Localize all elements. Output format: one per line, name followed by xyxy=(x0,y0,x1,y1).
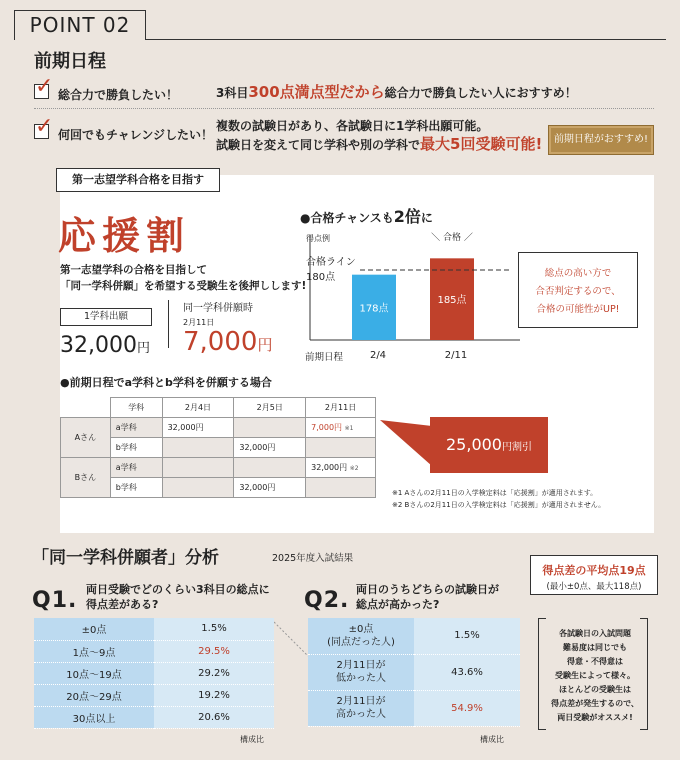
connector-line xyxy=(274,620,308,660)
discount-box: 25,000円割引 xyxy=(430,417,548,473)
tick-label: 2/4 xyxy=(369,350,387,361)
table-row: 2月11日が 高かった人 54.9% xyxy=(308,690,520,726)
panel-text-1: 第一志望学科の合格を目指して xyxy=(60,264,207,276)
q2-table xyxy=(308,618,520,727)
tick-label: 2/11 xyxy=(444,350,468,361)
price-divider xyxy=(168,300,169,348)
check-label-2: 何回でもチャレンジしたい！ xyxy=(58,128,214,142)
bar-label: 185点 xyxy=(437,295,467,307)
table-row: Bさん a学科 32,000円 ※2 xyxy=(61,458,376,478)
avg-box: 得点差の平均点19点 (最小±0点、最大118点) xyxy=(530,555,658,595)
table-row: Aさん a学科 32,000円 7,000円 ※1 xyxy=(61,418,376,438)
table-row: 10点〜19点 29.2% xyxy=(34,662,274,684)
page-title: 前期日程 xyxy=(34,51,106,72)
check-icon: ✓ xyxy=(35,74,54,99)
check-desc-2a: 複数の試験日があり、各試験日に1学科出願可能。 xyxy=(216,119,489,133)
chart-note: 総点の高い方で 合否判定するので、 合格の可能性がUP! xyxy=(518,252,638,328)
panel-tag: 第一志望学科合格を目指す xyxy=(56,168,220,192)
q1-number: Q1. xyxy=(32,588,78,613)
analysis-title: 「同一学科併願者」分析 xyxy=(32,548,219,568)
table-row: b学科 32,000円 xyxy=(61,478,376,498)
table-title: ●前期日程でa学科とb学科を併願する場合 xyxy=(60,376,272,389)
q2-ratio: 構成比 xyxy=(480,735,504,744)
check-desc-1: 3科目300点満点型だから総合力で勝負したい人におすすめ！ xyxy=(216,83,577,101)
check-desc-2b: 試験日を変えて同じ学科や別の学科で最大5回受験可能! xyxy=(216,135,543,153)
check-icon: ✓ xyxy=(35,114,54,139)
table-row: ±0点 1.5% xyxy=(34,618,274,640)
arrow-pointer xyxy=(380,420,432,466)
same-date: 2月11日 xyxy=(183,318,215,327)
pass-label: ＼ 合格 ／ xyxy=(431,233,473,243)
th-d2: 2月5日 xyxy=(234,398,306,418)
ouen-title: 応援割 xyxy=(58,213,191,258)
table-row: b学科 32,000円 xyxy=(61,438,376,458)
q1-text-2: 得点差がある? xyxy=(86,598,159,611)
chart-title: ●合格チャンスも2倍に xyxy=(300,207,433,226)
single-price: 32,000円 xyxy=(60,333,150,358)
divider xyxy=(34,108,654,109)
q1-text-1: 両日受験でどのくらい3科目の総点に xyxy=(86,583,270,596)
table-row: 1点〜9点 29.5% xyxy=(34,640,274,662)
table-row: ±0点 (同点だった人) 1.5% xyxy=(308,618,520,654)
same-label: 同一学科併願時 xyxy=(183,303,253,314)
th-d1: 2月4日 xyxy=(162,398,234,418)
q1-ratio: 構成比 xyxy=(240,735,264,744)
check-label-1: 総合力で勝負したい！ xyxy=(58,88,179,102)
th-d3: 2月11日 xyxy=(306,398,376,418)
advice-text: 各試験日の入試問題 難易度は同じでも 得意・不得意は 受験生によって様々。 ほとんどの受験生は 得点差が発生するので、 両日受験がオススメ! xyxy=(551,629,639,722)
q1-table xyxy=(34,618,274,729)
same-price: 7,000円 xyxy=(183,327,273,357)
chart-xlabel: 前期日程 xyxy=(305,352,344,363)
point-label: POINT 02 xyxy=(29,13,131,37)
th-dept: 学科 xyxy=(110,398,162,418)
single-label: 1学科出願 xyxy=(60,308,152,326)
chart-ylabel: 得点例 xyxy=(306,234,330,243)
bar-chart xyxy=(300,225,530,365)
panel-text-2: 「同一学科併願」を希望する受験生を後押しします! xyxy=(60,280,307,292)
pass-line-value: 180点 xyxy=(306,272,336,283)
table-row: 20点〜29点 19.2% xyxy=(34,684,274,706)
fee-table xyxy=(60,397,376,498)
table-note-1: ※1 Aさんの2月11日の入学検定料は「応援割」が適用されます。 xyxy=(392,489,598,497)
analysis-subtitle: 2025年度入試結果 xyxy=(272,553,354,564)
table-row: 30点以上 20.6% xyxy=(34,706,274,728)
table-note-2: ※2 Bさんの2月11日の入学検定料は「応援割」が適用されません。 xyxy=(392,501,606,509)
q2-text-2: 総点が高かった? xyxy=(356,598,440,611)
header-rule xyxy=(146,39,666,40)
bar-label: 178点 xyxy=(359,303,389,315)
q2-number: Q2. xyxy=(304,588,350,613)
recommend-badge: 前期日程がおすすめ! xyxy=(548,125,654,155)
pass-line-label: 合格ライン xyxy=(306,257,356,268)
q2-text-1: 両日のうちどちらの試験日が xyxy=(356,583,499,596)
table-row: 2月11日が 低かった人 43.6% xyxy=(308,654,520,690)
